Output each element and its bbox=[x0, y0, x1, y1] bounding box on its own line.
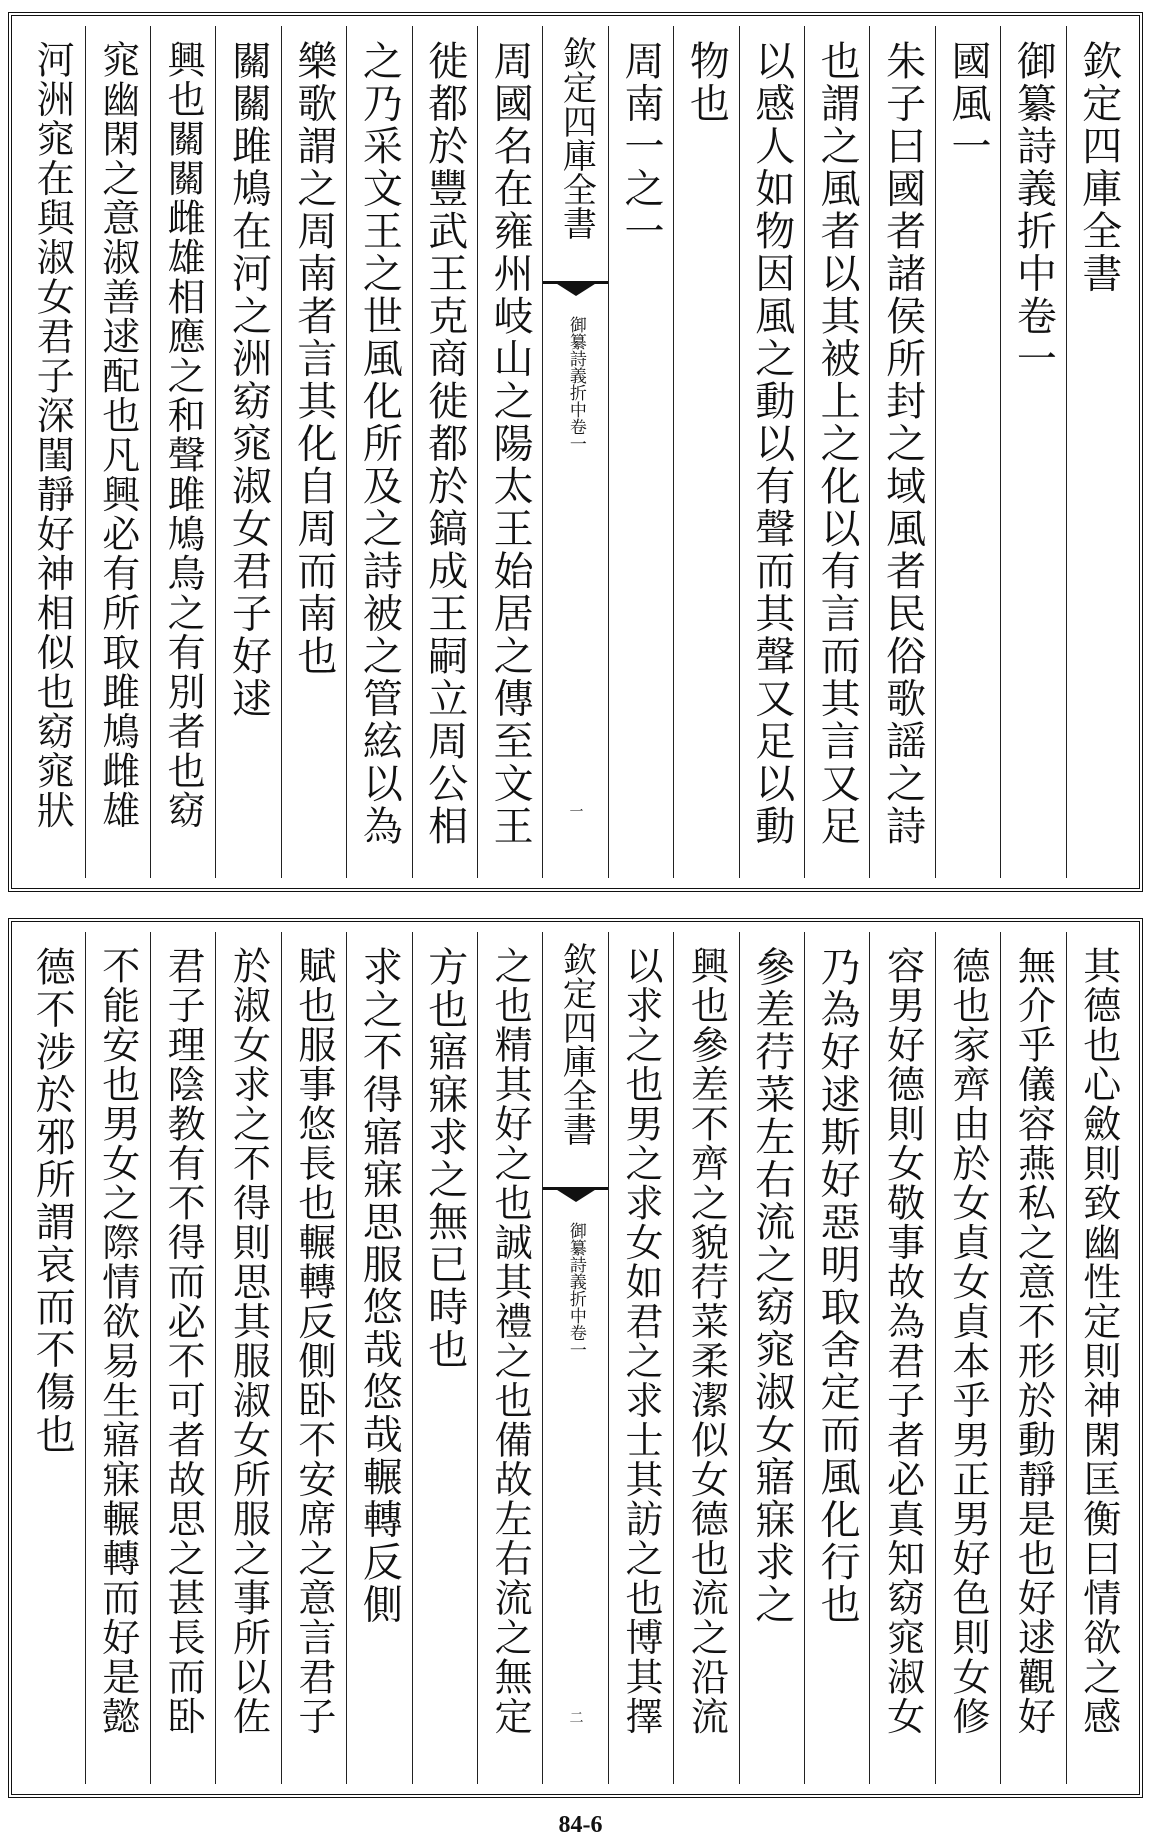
column bbox=[1066, 932, 1131, 1784]
column-text: 方也寤寐求之無已時也 bbox=[421, 946, 468, 1371]
column-text: 無介乎儀容燕私之意不形於動靜是也好逑觀好 bbox=[1011, 946, 1056, 1736]
column bbox=[869, 932, 934, 1784]
column bbox=[673, 932, 738, 1784]
column bbox=[150, 26, 215, 878]
column bbox=[477, 932, 542, 1784]
fold-subtitle: 御纂詩義折中卷一 bbox=[565, 1222, 586, 1358]
column-text: 窕幽閑之意淑善逑配也凡興必有所取雎鳩雌雄 bbox=[95, 40, 140, 830]
column-text: 德不涉於邪所謂哀而不傷也 bbox=[29, 946, 76, 1456]
column bbox=[1000, 932, 1065, 1784]
center-fold bbox=[542, 26, 607, 878]
fish-tail-icon bbox=[543, 281, 607, 310]
page-number: 二 bbox=[567, 1710, 584, 1724]
column bbox=[804, 932, 869, 1784]
column bbox=[739, 26, 804, 878]
column-text: 周國名在雍州岐山之陽太王始居之傳至文王 bbox=[487, 40, 534, 848]
column bbox=[346, 26, 411, 878]
column-text: 興也關關雌雄相應之和聲雎鳩鳥之有別者也窈 bbox=[161, 40, 206, 830]
column bbox=[869, 26, 934, 878]
column bbox=[346, 932, 411, 1784]
column bbox=[215, 26, 280, 878]
column-text: 德也家齊由於女貞女貞本乎男正男好色則女修 bbox=[945, 946, 990, 1736]
column bbox=[739, 932, 804, 1784]
column-text: 以求之也男之求女如君之求士其訪之也博其擇 bbox=[618, 946, 663, 1736]
column bbox=[477, 26, 542, 878]
column bbox=[673, 26, 738, 878]
column-text: 求之不得寤寐思服悠哉悠哉輾轉反側 bbox=[356, 946, 403, 1626]
footer-page-code: 84-6 bbox=[558, 1812, 603, 1838]
column-text: 也謂之風者以其被上之化以有言而其言又足 bbox=[814, 40, 861, 848]
column bbox=[935, 932, 1000, 1784]
column-text: 關關雎鳩在河之洲窈窕淑女君子好逑 bbox=[225, 40, 272, 720]
page-number: 一 bbox=[567, 804, 584, 818]
column bbox=[20, 932, 84, 1784]
column bbox=[20, 26, 84, 878]
column bbox=[412, 932, 477, 1784]
column bbox=[935, 26, 1000, 878]
column-text: 之乃采文王之世風化所及之詩被之管絃以為 bbox=[356, 40, 403, 848]
column bbox=[85, 26, 150, 878]
fold-title: 欽定四庫全書 bbox=[556, 942, 597, 1146]
column-text: 君子理陰教有不得而必不可者故思之甚長而卧 bbox=[161, 946, 206, 1736]
column-text: 周南一之一 bbox=[617, 40, 664, 253]
fold-title: 欽定四庫全書 bbox=[556, 36, 597, 240]
column-text: 樂歌謂之周南者言其化自周而南也 bbox=[290, 40, 337, 678]
column bbox=[281, 932, 346, 1784]
center-fold bbox=[542, 932, 607, 1784]
top-page bbox=[8, 12, 1143, 892]
column bbox=[150, 932, 215, 1784]
column-text: 欽定四庫全書 bbox=[1075, 40, 1122, 295]
column-text: 以感人如物因風之動以有聲而其聲又足以動 bbox=[748, 40, 795, 848]
column bbox=[412, 26, 477, 878]
column-text: 河洲窕在與淑女君子深閨靜好神相似也窈窕狀 bbox=[30, 40, 75, 830]
column bbox=[281, 26, 346, 878]
column-text: 乃為好逑斯好惡明取舍定而風化行也 bbox=[814, 946, 861, 1626]
column-text: 物也 bbox=[683, 40, 730, 125]
column-text: 之也精其好之也誠其禮之也備故左右流之無定 bbox=[488, 946, 533, 1736]
column-text: 於淑女求之不得則思其服淑女所服之事所以佐 bbox=[226, 946, 271, 1736]
column-text: 朱子曰國者諸侯所封之域風者民俗歌謡之詩 bbox=[879, 40, 926, 848]
column-text: 不能安也男女之際情欲易生寤寐輾轉而好是懿 bbox=[95, 946, 140, 1736]
column-text: 徙都於豐武王克商徙都於鎬成王嗣立周公相 bbox=[421, 40, 468, 848]
column bbox=[608, 26, 673, 878]
fish-tail-icon bbox=[543, 1187, 607, 1216]
column-text: 其德也心斂則致幽性定則神閑匡衡曰情欲之感 bbox=[1076, 946, 1121, 1736]
column bbox=[1066, 26, 1131, 878]
column-text: 國風一 bbox=[944, 40, 991, 168]
column bbox=[608, 932, 673, 1784]
column-text: 參差荇菜左右流之窈窕淑女寤寐求之 bbox=[748, 946, 795, 1626]
column-text: 興也參差不齊之貌荇菜柔潔似女德也流之沿流 bbox=[684, 946, 729, 1736]
column-text: 賦也服事悠長也輾轉反側卧不安席之意言君子 bbox=[291, 946, 336, 1736]
column bbox=[215, 932, 280, 1784]
column bbox=[85, 932, 150, 1784]
column bbox=[1000, 26, 1065, 878]
column bbox=[804, 26, 869, 878]
bottom-page bbox=[8, 918, 1143, 1798]
fold-subtitle: 御纂詩義折中卷一 bbox=[565, 316, 586, 452]
column-text: 容男好德則女敬事故為君子者必真知窈窕淑女 bbox=[880, 946, 925, 1736]
column-text: 御纂詩義折中卷一 bbox=[1010, 40, 1057, 380]
